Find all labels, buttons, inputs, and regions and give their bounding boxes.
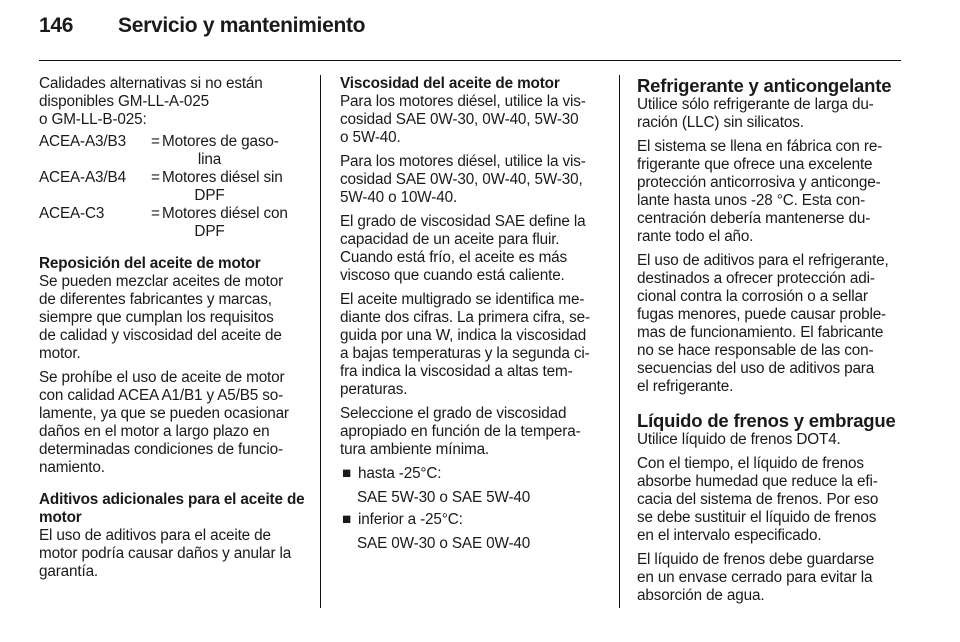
bullet-list	[340, 465, 605, 553]
spec-row: ACEA-A3/B3 = Motores de gaso- lina	[39, 133, 279, 168]
list-item: ■ inferior a -25°C:	[342, 511, 463, 528]
viscosidad-paragraph-5: Seleccione el grado de viscosidad apropiado en función de la tempera- tura ambiente mínima.	[340, 405, 581, 458]
reposicion-paragraph-1: Se pueden mezclar aceites de motor de diferentes fabricantes y marcas, siempre que cumplan los requisitos de calidad y viscosidad del aceite de motor.	[39, 273, 284, 362]
list-item: ■ hasta -25°C:	[342, 465, 442, 482]
bullet-square-icon: ■	[342, 511, 352, 528]
column-1	[39, 75, 307, 587]
spec-row: ACEA-A3/B4 = Motores diésel sin DPF	[39, 169, 283, 204]
column-divider-2	[619, 75, 620, 608]
viscosidad-paragraph-3: El grado de viscosidad SAE define la capacidad de un aceite para fluir. Cuando está frío, el aceite es más viscoso que cuando está caliente.	[340, 213, 586, 284]
reposicion-paragraph-2: Se prohíbe el uso de aceite de motor con calidad ACEA A1/B1 y A5/B5 so- lamente, ya que se pueden ocasionar daños en el motor a largo plazo en determinadas condiciones de funcio- namiento.	[39, 369, 289, 476]
bullet-value: SAE 0W-30 o SAE 0W-40	[357, 535, 531, 552]
frenos-heading: Líquido de frenos y embrague	[637, 410, 896, 431]
spec-code: ACEA-A3/B3	[39, 133, 126, 150]
column-3	[637, 75, 903, 611]
column-divider-1	[320, 75, 321, 608]
refrigerante-heading: Refrigerante y anticongelante	[637, 75, 892, 96]
spec-code: ACEA-A3/B4	[39, 169, 126, 186]
header-rule	[39, 60, 901, 61]
aditivos-paragraph: El uso de aditivos para el aceite de motor podría causar daños y anular la garantía.	[39, 527, 292, 580]
frenos-paragraph-1: Utilice líquido de frenos DOT4.	[637, 431, 841, 448]
spec-table	[39, 133, 307, 241]
section-title: Servicio y mantenimiento	[118, 14, 366, 37]
reposicion-heading: Reposición del aceite de motor	[39, 255, 261, 272]
frenos-paragraph-2: Con el tiempo, el líquido de frenos absorbe humedad que reduce la efi- cacia del sistema de frenos. Por eso se debe sustituir el líquido de frenos en el intervalo especificado.	[637, 455, 879, 544]
viscosidad-paragraph-4: El aceite multigrado se identifica me- diante dos cifras. La primera cifra, se- guida por una W, indica la viscosidad a bajas temperaturas y la segunda ci- fra indica la viscosidad a altas tem- peraturas.	[340, 291, 590, 398]
refrigerante-paragraph-1: Utilice sólo refrigerante de larga du- ración (LLC) sin silicatos.	[637, 96, 874, 131]
bullet-value: SAE 5W-30 o SAE 5W-40	[357, 489, 531, 506]
page-number: 146	[39, 14, 74, 37]
viscosidad-heading: Viscosidad del aceite de motor	[340, 75, 560, 92]
column-2	[340, 75, 605, 557]
frenos-paragraph-3: El líquido de frenos debe guardarse en un envase cerrado para evitar la absorción de agua.	[637, 551, 875, 604]
bullet-square-icon: ■	[342, 465, 352, 482]
spec-row: ACEA-C3 = Motores diésel con DPF	[39, 205, 288, 240]
viscosidad-paragraph-1: Para los motores diésel, utilice la vis- cosidad SAE 0W-30, 0W-40, 5W-30 o 5W-40.	[340, 93, 586, 146]
refrigerante-paragraph-2: El sistema se llena en fábrica con re- frigerante que ofrece una excelente protección anticorrosiva y anticonge- lante hasta unos -28 °C. Esta con- centración debería mantenerse du- rante todo el año.	[637, 138, 883, 245]
viscosidad-paragraph-2: Para los motores diésel, utilice la vis- cosidad SAE 0W-30, 0W-40, 5W-30, 5W-40 o 10W-40.	[340, 153, 586, 206]
refrigerante-paragraph-3: El uso de aditivos para el refrigerante, destinados a ofrecer protección adi- cional contra la corrosión o a sellar fugas menores, puede causar proble- mas de funcionamiento. El fabricante no se hace responsable de las con- secuencias del uso de aditivos para el refrigerante.	[637, 252, 889, 395]
aditivos-heading: Aditivos adicionales para el aceite de motor	[39, 491, 305, 526]
spec-code: ACEA-C3	[39, 205, 105, 222]
intro-paragraph: Calidades alternativas si no están disponibles GM-LL-A-025 o GM-LL-B-025:	[39, 75, 263, 128]
